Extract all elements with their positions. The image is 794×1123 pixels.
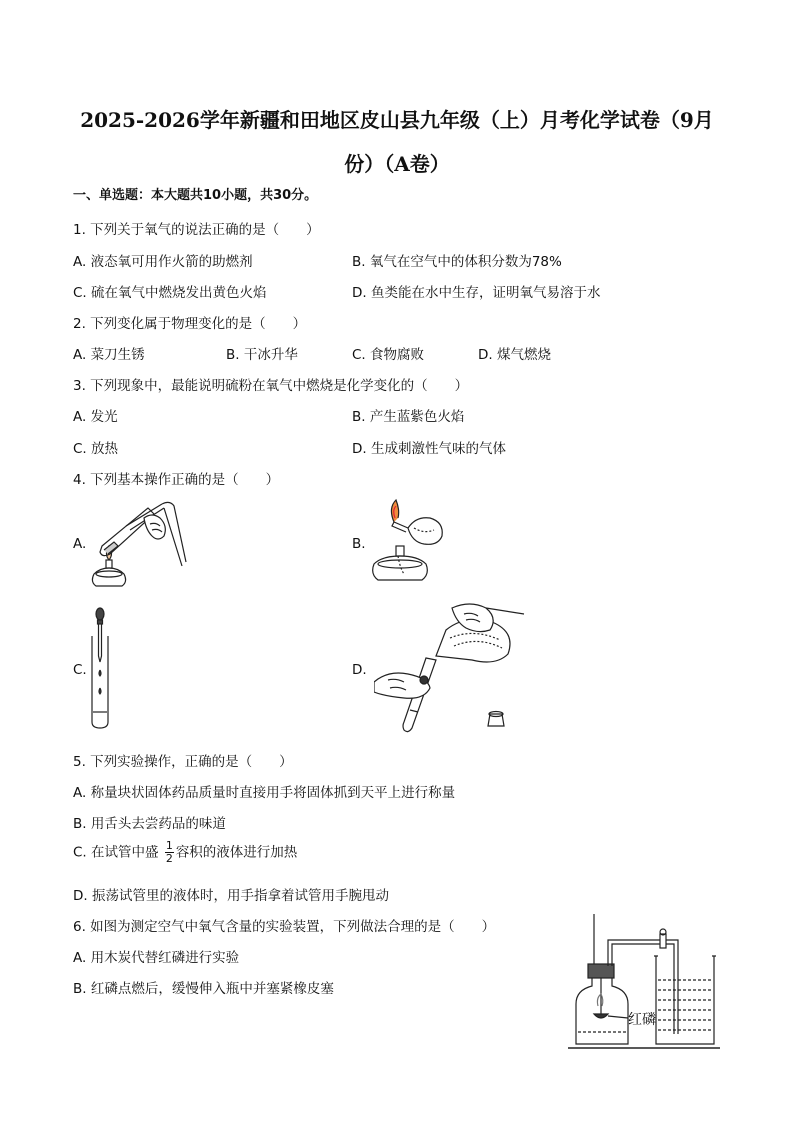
fraction-denominator: 2 [165, 852, 173, 865]
question-6-option-b: B. 红磷点燃后，缓慢伸入瓶中并塞紧橡皮塞 [73, 981, 334, 997]
question-3-stem: 3. 下列现象中，最能说明硫粉在氧气中燃烧是化学变化的（ ） [73, 378, 469, 394]
fraction-numerator: 1 [165, 839, 173, 852]
question-5-option-a: A. 称量块状固体药品质量时直接用手将固体抓到天平上进行称量 [73, 785, 456, 801]
fraction-one-half [165, 840, 174, 865]
question-1-option-b: B. 氧气在空气中的体积分数为78% [352, 254, 562, 270]
question-1-option-d: D. 鱼类能在水中生存，证明氧气易溶于水 [352, 285, 601, 301]
question-5-option-c-suffix: 容积的液体进行加热 [175, 844, 298, 861]
dropper-icon [88, 606, 112, 730]
question-5-option-c-prefix: C. 在试管中盛 [73, 844, 159, 861]
exam-title-line1: 2025-2026学年新疆和田地区皮山县九年级（上）月考化学试卷（9月 [80, 108, 714, 132]
question-6-option-a: A. 用木炭代替红磷进行实验 [73, 950, 240, 966]
question-4-option-c: C. [73, 662, 87, 678]
question-4-option-a: A. [73, 536, 87, 552]
question-2-stem: 2. 下列变化属于物理变化的是（ ） [73, 316, 307, 332]
question-6-stem: 6. 如图为测定空气中氧气含量的实验装置，下列做法合理的是（ ） [73, 919, 496, 935]
question-4-option-d: D. [352, 662, 367, 678]
question-2-option-b: B. 干冰升华 [226, 347, 298, 363]
question-1-option-c: C. 硫在氧气中燃烧发出黄色火焰 [73, 285, 267, 301]
question-4-stem: 4. 下列基本操作正确的是（ ） [73, 472, 280, 488]
question-5-option-d: D. 振荡试管里的液体时，用手指拿着试管用手腕甩动 [73, 888, 389, 904]
question-1-stem: 1. 下列关于氧气的说法正确的是（ ） [73, 222, 320, 238]
question-3-option-a: A. 发光 [73, 409, 118, 425]
liquid-pouring-icon [374, 600, 526, 734]
question-5-stem: 5. 下列实验操作，正确的是（ ） [73, 754, 293, 770]
section-heading: 一、单选题：本大题共10小题，共30分。 [73, 188, 318, 203]
question-1-option-a: A. 液态氧可用作火箭的助燃剂 [73, 254, 253, 270]
question-2-option-c: C. 食物腐败 [352, 347, 425, 363]
question-3-option-b: B. 产生蓝紫色火焰 [352, 409, 465, 425]
exam-title-line2: 份）（A卷） [344, 152, 450, 176]
question-3-option-d: D. 生成刺激性气味的气体 [352, 441, 506, 457]
question-2-option-d: D. 煤气燃烧 [478, 347, 551, 363]
test-tube-heating-icon [88, 496, 192, 592]
alcohol-lamp-lighting-icon [368, 498, 452, 588]
red-phosphorus-label: 红磷 [628, 1012, 656, 1028]
question-4-option-b: B. [352, 536, 366, 552]
question-3-option-c: C. 放热 [73, 441, 119, 457]
question-2-option-a: A. 菜刀生锈 [73, 347, 145, 363]
question-5-option-b: B. 用舌头去尝药品的味道 [73, 816, 226, 832]
question-5-option-c [73, 840, 297, 865]
oxygen-apparatus-icon [568, 910, 724, 1054]
